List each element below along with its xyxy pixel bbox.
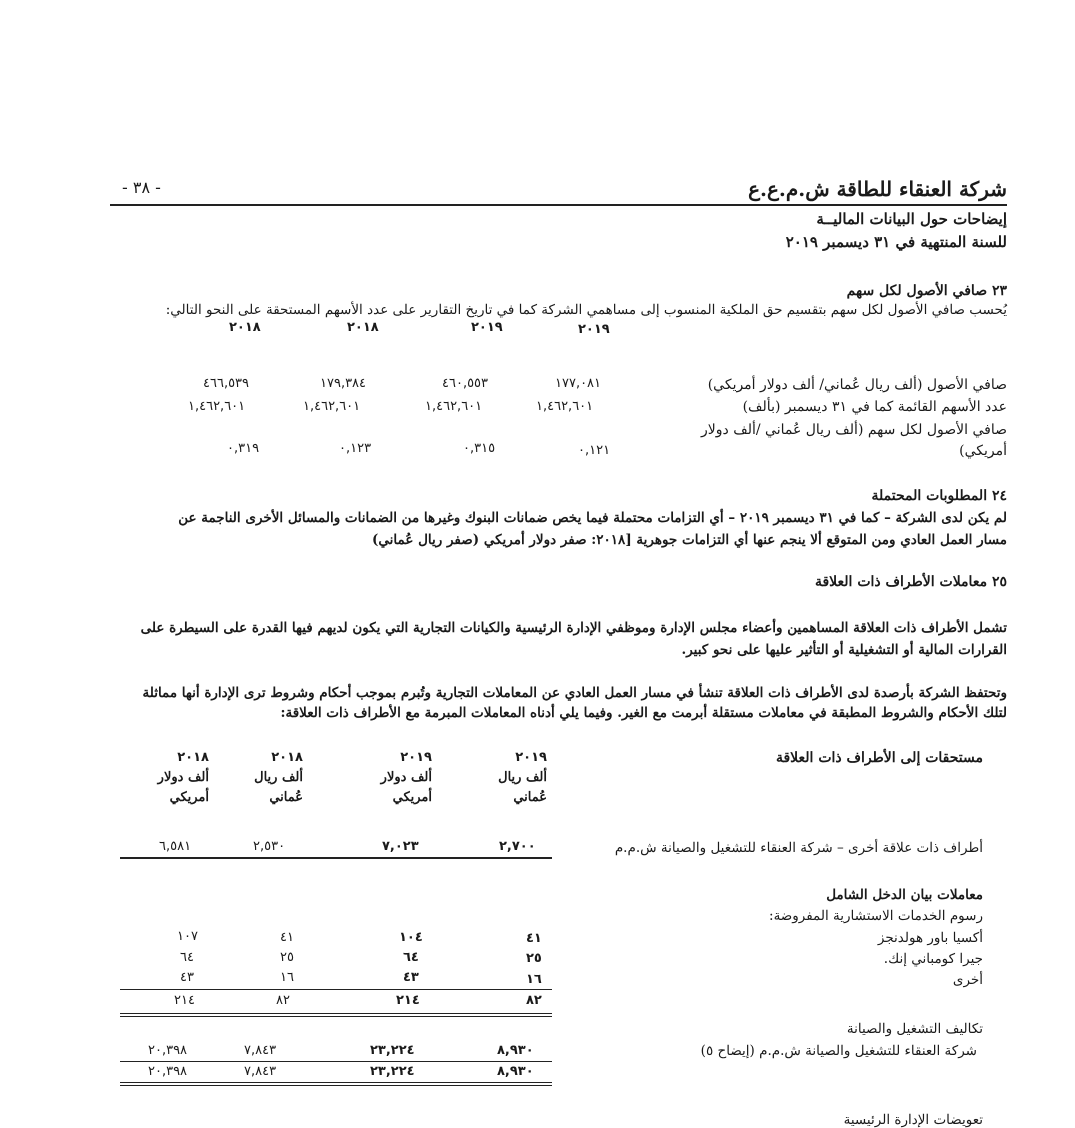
- om-row-rule: [120, 1061, 552, 1062]
- note23-row-per-share: صافي الأصول لكل سهم (ألف ريال عُماني /ألف دولار: [701, 422, 1007, 438]
- advisory-row1-2019-usd: ١٠٤: [399, 930, 423, 945]
- advisory-row-label: أخرى: [952, 972, 983, 988]
- advisory-row2-2019-omr: ٢٥: [526, 951, 542, 966]
- advisory-row1-2018-omr: ٤١: [280, 930, 294, 945]
- note23-shares-2019-b: ١,٤٦٢,٦٠١: [425, 399, 483, 414]
- column-2019-omr: ٢٠١٩ ألف ريال عُماني: [498, 750, 547, 805]
- om-row-label: شركة العنقاء للتشغيل والصيانة ش.م.م (إيضاح ٥): [700, 1043, 977, 1059]
- related-party-row-label: أطراف ذات علاقة أخرى – شركة العنقاء للتشغيل والصيانة ش.م.م: [614, 840, 983, 856]
- due-related-parties-title: مستحقات إلى الأطراف ذات العلاقة: [775, 750, 983, 766]
- note23-per-share-2018-usd: ٠,٣١٩: [227, 441, 260, 456]
- note23-per-share-2019-usd: ٠,٣١٥: [463, 441, 496, 456]
- om-total-2019-omr: ٨,٩٣٠: [497, 1064, 534, 1079]
- advisory-total-rule-2: [120, 1016, 552, 1017]
- note24-title: ٢٤ المطلوبات المحتملة: [871, 488, 1007, 504]
- note23-net-assets-2019-usd: ٤٦٠,٥٥٣: [442, 376, 489, 391]
- note23-per-share-2019-omr: ٠,١٢١: [578, 443, 611, 458]
- related-2018-usd: ٦,٥٨١: [159, 839, 192, 854]
- advisory-row3-2018-usd: ٤٣: [180, 970, 194, 985]
- advisory-total-2019-usd: ٢١٤: [396, 993, 420, 1008]
- note23-title: ٢٣ صافي الأصول لكل سهم: [846, 283, 1007, 299]
- om-2018-omr: ٧,٨٤٣: [244, 1043, 277, 1058]
- note23-shares-2018-b: ١,٤٦٢,٦٠١: [188, 399, 246, 414]
- advisory-total-2018-usd: ٢١٤: [174, 993, 195, 1008]
- advisory-fees-label: رسوم الخدمات الاستشارية المفروضة:: [769, 908, 983, 924]
- note23-row-per-share-cont: أمريكي): [959, 443, 1007, 459]
- note23-year-col2: ٢٠١٩: [471, 320, 503, 335]
- advisory-row-label: أكسيا باور هولدنجز: [877, 930, 983, 946]
- om-2018-usd: ٢٠,٣٩٨: [148, 1043, 188, 1058]
- advisory-row3-2019-usd: ٤٣: [403, 970, 419, 985]
- column-2018-usd: ٢٠١٨ ألف دولار أمريكي: [157, 750, 209, 805]
- note25-p2-line2: لتلك الأحكام والشروط المطبقة في معاملات مستقلة أبرمت مع الغير. وفيما يلي أدناه المعاملات المبرمة مع الأطراف ذات العلاقة:: [280, 705, 1007, 721]
- om-2019-usd: ٢٣,٢٢٤: [370, 1043, 415, 1058]
- note24-line2: مسار العمل العادي ومن المتوقع ألا ينجم عنها أي التزامات جوهرية [٢٠١٨: صفر دولار أمريكي (صفر ريال عُماني): [372, 532, 1007, 548]
- note25-p1-line1: تشمل الأطراف ذات العلاقة المساهمين وأعضاء مجلس الإدارة وموظفي الإدارة الرئيسية والكيانات التجارية التي يكون لديهم فيها القدرة على السيطرة على: [140, 620, 1007, 636]
- om-costs-title: تكاليف التشغيل والصيانة: [846, 1021, 983, 1037]
- related-row-underline: [120, 857, 552, 859]
- related-2019-omr: ٢,٧٠٠: [499, 839, 536, 854]
- advisory-row2-2019-usd: ٦٤: [403, 950, 419, 965]
- cut-off-heading: تعويضات الإدارة الرئيسية: [843, 1112, 983, 1128]
- note25-title: ٢٥ معاملات الأطراف ذات العلاقة: [814, 574, 1007, 590]
- note23-year-col1: ٢٠١٩: [578, 322, 610, 337]
- related-2019-usd: ٧,٠٢٣: [382, 839, 419, 854]
- advisory-subtotal-rule: [120, 989, 552, 990]
- note23-net-assets-2018-omr: ١٧٩,٣٨٤: [320, 376, 367, 391]
- advisory-total-2018-omr: ٨٢: [276, 993, 290, 1008]
- related-2018-omr: ٢,٥٣٠: [253, 839, 286, 854]
- om-total-2018-omr: ٧,٨٤٣: [244, 1064, 277, 1079]
- om-total-2018-usd: ٢٠,٣٩٨: [148, 1064, 188, 1079]
- income-statement-title: معاملات بيان الدخل الشامل: [826, 887, 983, 903]
- company-name: شركة العنقاء للطاقة ش.م.ع.ع: [748, 177, 1007, 201]
- note23-net-assets-2019-omr: ١٧٧,٠٨١: [555, 376, 602, 391]
- note25-p1-line2: القرارات المالية أو التشغيلية أو التأثير عليها على نحو كبير.: [681, 642, 1007, 658]
- note25-p2-line1: وتحتفظ الشركة بأرصدة لدى الأطراف ذات العلاقة تنشأ في مسار العمل العادي عن المعاملات التجارية وتُبرم بموجب أحكام وشروط ترى الإدارة أنها مماثلة: [142, 685, 1007, 701]
- note23-per-share-2018-omr: ٠,١٢٣: [339, 441, 372, 456]
- advisory-row1-2019-omr: ٤١: [526, 931, 542, 946]
- header-rule: [110, 204, 1007, 206]
- note23-net-assets-2018-usd: ٤٦٦,٥٣٩: [203, 376, 250, 391]
- om-total-rule-2: [120, 1085, 552, 1086]
- column-2019-usd: ٢٠١٩ ألف دولار أمريكي: [380, 750, 432, 805]
- note23-shares-2019-a: ١,٤٦٢,٦٠١: [536, 399, 594, 414]
- note23-year-col4: ٢٠١٨: [229, 320, 261, 335]
- advisory-total-rule-1: [120, 1013, 552, 1014]
- advisory-row2-2018-omr: ٢٥: [280, 950, 294, 965]
- note23-row-net-assets: صافي الأصول (ألف ريال عُماني/ ألف دولار أمريكي): [707, 377, 1007, 393]
- advisory-row1-2018-usd: ١٠٧: [177, 929, 198, 944]
- advisory-row2-2018-usd: ٦٤: [180, 950, 194, 965]
- om-total-2019-usd: ٢٣,٢٢٤: [370, 1064, 415, 1079]
- subtitle-period: للسنة المنتهية في ٣١ ديسمبر ٢٠١٩: [785, 233, 1007, 251]
- page-number: - ٣٨ -: [122, 178, 161, 197]
- advisory-row3-2019-omr: ١٦: [526, 972, 542, 987]
- note23-intro: يُحسب صافي الأصول لكل سهم بتقسيم حق الملكية المنسوب إلى مساهمي الشركة كما في تاريخ التقارير على عدد الأسهم المستحقة على النحو التالي:: [165, 302, 1007, 318]
- advisory-total-2019-omr: ٨٢: [526, 993, 542, 1008]
- note23-row-shares: عدد الأسهم القائمة كما في ٣١ ديسمبر (بألف): [742, 399, 1007, 415]
- column-2018-omr: ٢٠١٨ ألف ريال عُماني: [254, 750, 303, 805]
- advisory-row-label: جيرا كومباني إنك.: [883, 951, 983, 967]
- advisory-row3-2018-omr: ١٦: [280, 970, 294, 985]
- om-2019-omr: ٨,٩٣٠: [497, 1043, 534, 1058]
- note24-line1: لم يكن لدى الشركة – كما في ٣١ ديسمبر ٢٠١٩ – أي التزامات محتملة فيما يخص ضمانات البنوك وغيرها من الضمانات والمسائل الأخرى الناجمة عن: [178, 510, 1007, 526]
- om-total-rule-1: [120, 1082, 552, 1083]
- subtitle-notes: إيضاحات حول البيانات الماليــة: [816, 210, 1007, 228]
- note23-year-col3: ٢٠١٨: [347, 320, 379, 335]
- note23-shares-2018-a: ١,٤٦٢,٦٠١: [303, 399, 361, 414]
